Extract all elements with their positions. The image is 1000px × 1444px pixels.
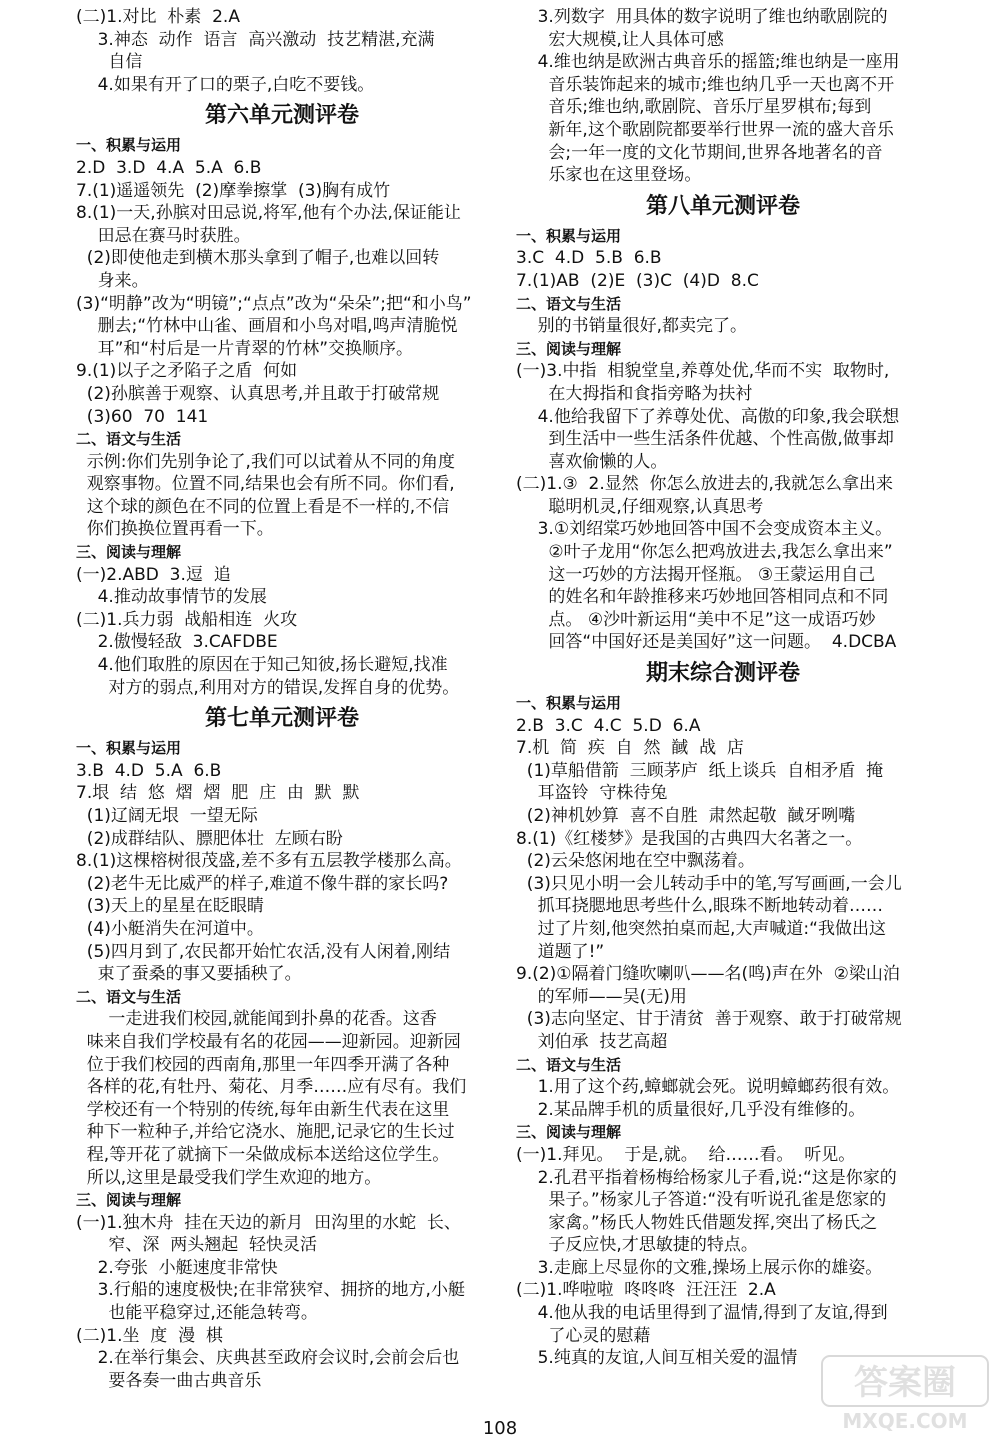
- answer-line: 7.(1)遥遥领先 (2)摩拳擦掌 (3)胸有成竹: [76, 180, 391, 201]
- answer-line: (1)草船借箭 三顾茅庐 纸上谈兵 自相矛盾 掩: [516, 760, 884, 781]
- answer-line: 田忌在赛马时获胜。: [76, 225, 251, 246]
- answer-line: (二)1.兵力弱 战船相连 火攻: [76, 609, 298, 630]
- answer-line: 2.D 3.D 4.A 5.A 6.B: [76, 157, 262, 178]
- answer-line: 3.B 4.D 5.A 6.B: [76, 760, 222, 781]
- section-title: 第八单元测评卷: [645, 193, 800, 219]
- answer-line: 这一巧妙的方法揭开怪瓶。 ③王蒙运用自己: [516, 564, 876, 585]
- answer-line: ②叶子龙用“你怎么把鸡放进去,我怎么拿出来”: [516, 542, 893, 563]
- answer-line: 回答“中国好还是美国好”这一问题。 4.DCBA: [516, 632, 897, 653]
- answer-line: (4)小艇消失在河道中。: [76, 918, 264, 939]
- answer-line: 乐家也在这里登场。: [516, 165, 702, 186]
- answer-line: 在大拇指和食指旁略为扶衬: [516, 383, 753, 404]
- answer-line: 2.孔君平指着杨梅给杨家儿子看,说:“这是你家的: [516, 1167, 897, 1188]
- answer-line: 窄、深 两头翘起 轻快灵活: [76, 1235, 318, 1256]
- answer-line: (3)“明静”改为“明镜”;“点点”改为“朵朵”;把“和小鸟”: [76, 293, 472, 314]
- answer-line: 的军师——吴(无)用: [516, 986, 687, 1007]
- answer-line: 4.他给我留下了养尊处优、高傲的印象,我会联想: [516, 406, 900, 427]
- answer-line: 7.(1)AB (2)E (3)C (4)D 8.C: [516, 270, 759, 291]
- section-title: 期末综合测评卷: [645, 661, 800, 687]
- answer-line: 8.(1)一天,孙膑对田忌说,将军,他有个办法,保证能让: [76, 203, 461, 224]
- subsection-heading: 三、阅读与理解: [516, 1123, 622, 1142]
- answer-line: 8.(1)这棵榕树很茂盛,差不多有五层教学楼那么高。: [76, 851, 462, 872]
- answer-line: 4.维也纳是欧洲古典音乐的摇篮;维也纳是一座用: [516, 52, 900, 73]
- answer-line: 3.①刘绍棠巧妙地回答中国不会变成资本主义。: [516, 519, 893, 540]
- answer-line: 3.神态 动作 语言 高兴激动 技艺精湛,充满: [76, 29, 435, 50]
- subsection-heading: 二、语文与生活: [516, 294, 622, 313]
- answer-line: 3.走廊上尽显你的文雅,操场上展示你的雄姿。: [516, 1257, 883, 1278]
- answer-line: 身来。: [76, 270, 149, 291]
- answer-line: (2)成群结队、膘肥体壮 左顾右盼: [76, 828, 343, 849]
- answer-line: 位于我们校园的西南角,那里一年四季开满了各种: [76, 1054, 450, 1075]
- answer-line: (二)1.哗啦啦 咚咚咚 汪汪汪 2.A: [516, 1280, 776, 1301]
- answer-line: 宏大规模,让人具体可感: [516, 29, 724, 50]
- answer-line: 道题了!”: [516, 941, 605, 962]
- subsection-heading: 三、阅读与理解: [76, 543, 182, 562]
- answer-line: (2)神机妙算 喜不自胜 肃然起敬 馘牙咧嘴: [516, 806, 856, 826]
- subsection-heading: 二、语文与生活: [76, 430, 182, 449]
- answer-line: 3.行船的速度极快;在非常狭窄、拥挤的地方,小艇: [76, 1280, 465, 1301]
- answer-line: (3)60 70 141: [76, 406, 209, 427]
- answer-line: 刘伯承 技艺高超: [516, 1031, 668, 1052]
- answer-line: 1.用了这个药,蟑螂就会死。说明蟑螂药很有效。: [516, 1077, 900, 1098]
- answer-line: 自信: [76, 52, 143, 73]
- left-column: [76, 6, 488, 1392]
- answer-line: 子反应快,才思敏捷的特点。: [516, 1235, 758, 1256]
- watermark-top-text: 答案圈: [854, 1363, 956, 1403]
- answer-line: 也能平稳穿过,还能急转弯。: [76, 1303, 318, 1324]
- answer-line: (一)1.拜见。 于是,就。 给……看。 听见。: [516, 1144, 856, 1165]
- answer-line: 一走进我们校园,就能闻到扑鼻的花香。这香: [76, 1009, 437, 1030]
- answer-line: 8.(1)《红楼梦》是我国的古典四大名著之一。: [516, 828, 863, 849]
- answer-line: 7.机 简 疾 自 然 馘 战 店: [516, 738, 744, 759]
- answer-line: 的姓名和年龄推移来巧妙地回答相同点和不同: [516, 587, 889, 608]
- subsection-heading: 一、积累与运用: [516, 226, 622, 245]
- answer-line: (二)1.③ 2.显然 你怎么放进去的,我就怎么拿出来: [516, 474, 893, 495]
- subsection-heading: 一、积累与运用: [516, 694, 622, 713]
- answer-line: 抓耳挠腮地思考些什么,眼珠不断地转动着……: [516, 896, 884, 917]
- answer-line: 家禽。”杨氏人物姓氏借题发挥,突出了杨氏之: [516, 1212, 878, 1233]
- answer-line: 点。 ④沙叶新运用“美中不足”这一成语巧妙: [516, 609, 876, 630]
- answer-line: 别的书销量很好,都卖完了。: [516, 316, 748, 337]
- subsection-heading: 二、语文与生活: [516, 1055, 622, 1074]
- answer-line: 4.他们取胜的原因在于知己知彼,扬长避短,找准: [76, 655, 448, 676]
- watermark-logo: [820, 1354, 990, 1434]
- answer-line: 聪明机灵,仔细观察,认真思考: [516, 496, 764, 517]
- answer-line: 4.推动故事情节的发展: [76, 587, 267, 608]
- answer-line: 学校还有一个特别的传统,每年由新生代表在这里: [76, 1099, 450, 1120]
- answer-line: 2.傲慢轻敌 3.CAFDBE: [76, 632, 278, 653]
- answer-line: 2.在举行集会、庆典甚至政府会议时,会前会后也: [76, 1348, 460, 1369]
- subsection-heading: 三、阅读与理解: [516, 339, 622, 358]
- answer-line: (2)孙膑善于观察、认真思考,并且敢于打破常规: [76, 383, 440, 404]
- answer-line: (3)志向坚定、甘于清贫 善于观察、敢于打破常规: [516, 1009, 902, 1030]
- answer-line: 喜欢偷懒的人。: [516, 451, 668, 472]
- answer-line: 到生活中一些生活条件优越、个性高傲,做事却: [516, 429, 894, 450]
- answer-line: (二)1.坐 度 漫 棋: [76, 1325, 223, 1346]
- answer-line: 会;一年一度的文化节期间,世界各地著名的音: [516, 142, 883, 163]
- answer-line: 4.如果有开了口的栗子,白吃不要钱。: [76, 74, 375, 95]
- subsection-heading: 三、阅读与理解: [76, 1191, 182, 1210]
- answer-line: (1)辽阔无垠 一望无际: [76, 806, 258, 826]
- answer-line: 示例:你们先别争论了,我们可以试着从不同的角度: [76, 451, 455, 472]
- answer-line: 观察事物。位置不同,结果也会有所不同。你们看,: [76, 474, 455, 495]
- answer-line: 这个球的颜色在不同的位置上看是不一样的,不信: [76, 496, 450, 517]
- subsection-heading: 二、语文与生活: [76, 987, 182, 1006]
- answer-line: (3)只见小明一会儿转动手中的笔,写写画画,一会儿: [516, 873, 902, 894]
- section-title: 第六单元测评卷: [204, 103, 359, 129]
- answer-line: 新年,这个歌剧院都要举行世界一流的盛大音乐: [516, 119, 894, 140]
- answer-line: 种下一粒种子,并给它浇水、施肥,记录它的生长过: [76, 1122, 455, 1143]
- answer-line: (一)2.ABD 3.逗 追: [76, 564, 231, 585]
- answer-line: 3.列数字 用具体的数字说明了维也纳歌剧院的: [516, 7, 888, 27]
- answer-line: 7.垠 结 悠 熠 熠 肥 庄 由 默 默: [76, 783, 360, 804]
- answer-line: 要各奏一曲古典音乐: [76, 1370, 262, 1391]
- answer-line: 味来自我们学校最有名的花园——迎新园。迎新园: [76, 1031, 461, 1052]
- section-title: 第七单元测评卷: [204, 706, 359, 732]
- answer-line: 过了片刻,他突然拍桌而起,大声喊道:“我做出这: [516, 918, 886, 939]
- answer-line: 对方的弱点,利用对方的错误,发挥自身的优势。: [76, 677, 460, 698]
- answer-line: 耳”和“村后是一片青翠的竹林”交换顺序。: [76, 338, 414, 359]
- answer-line: 2.某品牌手机的质量很好,几乎没有维修的。: [516, 1099, 866, 1120]
- answer-line: 5.纯真的友谊,人间互相关爱的温情: [516, 1348, 798, 1369]
- answer-line: (3)天上的星星在眨眼睛: [76, 896, 264, 917]
- answer-line: (一)3.中指 相貌堂皇,养尊处优,华而不实 取物时,: [516, 361, 890, 382]
- answer-line: 2.B 3.C 4.C 5.D 6.A: [516, 715, 701, 736]
- right-column: [516, 6, 930, 1370]
- answer-line: 9.(1)以子之矛陷子之盾 何如: [76, 361, 298, 382]
- answer-line: 9.(2)①隔着门缝吹喇叭——名(鸣)声在外 ②梁山泊: [516, 964, 900, 985]
- answer-line: 所以,这里是最受我们学生欢迎的地方。: [76, 1167, 382, 1188]
- answer-line: 各样的花,有牡丹、菊花、月季……应有尽有。我们: [76, 1077, 467, 1098]
- answer-line: (2)老牛无比威严的样子,难道不像牛群的家长吗?: [76, 873, 449, 894]
- answer-line: (2)云朵悠闲地在空中飘荡着。: [516, 851, 755, 872]
- answer-line: (一)1.独木舟 挂在天边的新月 田沟里的水蛇 长、: [76, 1212, 461, 1233]
- answer-line: 了心灵的慰藉: [516, 1325, 651, 1346]
- answer-line: 2.夸张 小艇速度非常快: [76, 1257, 278, 1278]
- subsection-heading: 一、积累与运用: [76, 136, 182, 155]
- answer-line: 耳盗铃 守株待兔: [516, 783, 668, 804]
- answer-line: (5)四月到了,农民都开始忙农活,没有人闲着,刚结: [76, 941, 451, 962]
- answer-line: 4.他从我的电话里得到了温情,得到了友谊,得到: [516, 1303, 888, 1324]
- subsection-heading: 一、积累与运用: [76, 739, 182, 758]
- answer-line: 程,等开花了就摘下一朵做成标本送给这位学生。: [76, 1144, 450, 1165]
- answer-line: 束了蚕桑的事又要插秧了。: [76, 964, 302, 985]
- answer-line: 3.C 4.D 5.B 6.B: [516, 248, 662, 269]
- answer-line: (2)即使他走到横木那头拿到了帽子,也难以回转: [76, 248, 440, 269]
- answer-line: (二)1.对比 朴素 2.A: [76, 7, 240, 27]
- answer-line: 音乐装饰起来的城市;维也纳几乎一天也离不开: [516, 74, 895, 95]
- answer-line: 果子。”杨家儿子答道:“没有听说孔雀是您家的: [516, 1190, 887, 1211]
- answer-line: 删去;“竹林中山雀、画眉和小鸟对唱,鸣声清脆悦: [76, 316, 458, 337]
- answer-line: 音乐;维也纳,歌剧院、音乐厅星罗棋布;每到: [516, 97, 872, 118]
- watermark-bottom-text: MXQE.COM: [842, 1409, 968, 1433]
- page-number: 108: [482, 1418, 518, 1439]
- answer-line: 你们换换位置再看一下。: [76, 519, 274, 540]
